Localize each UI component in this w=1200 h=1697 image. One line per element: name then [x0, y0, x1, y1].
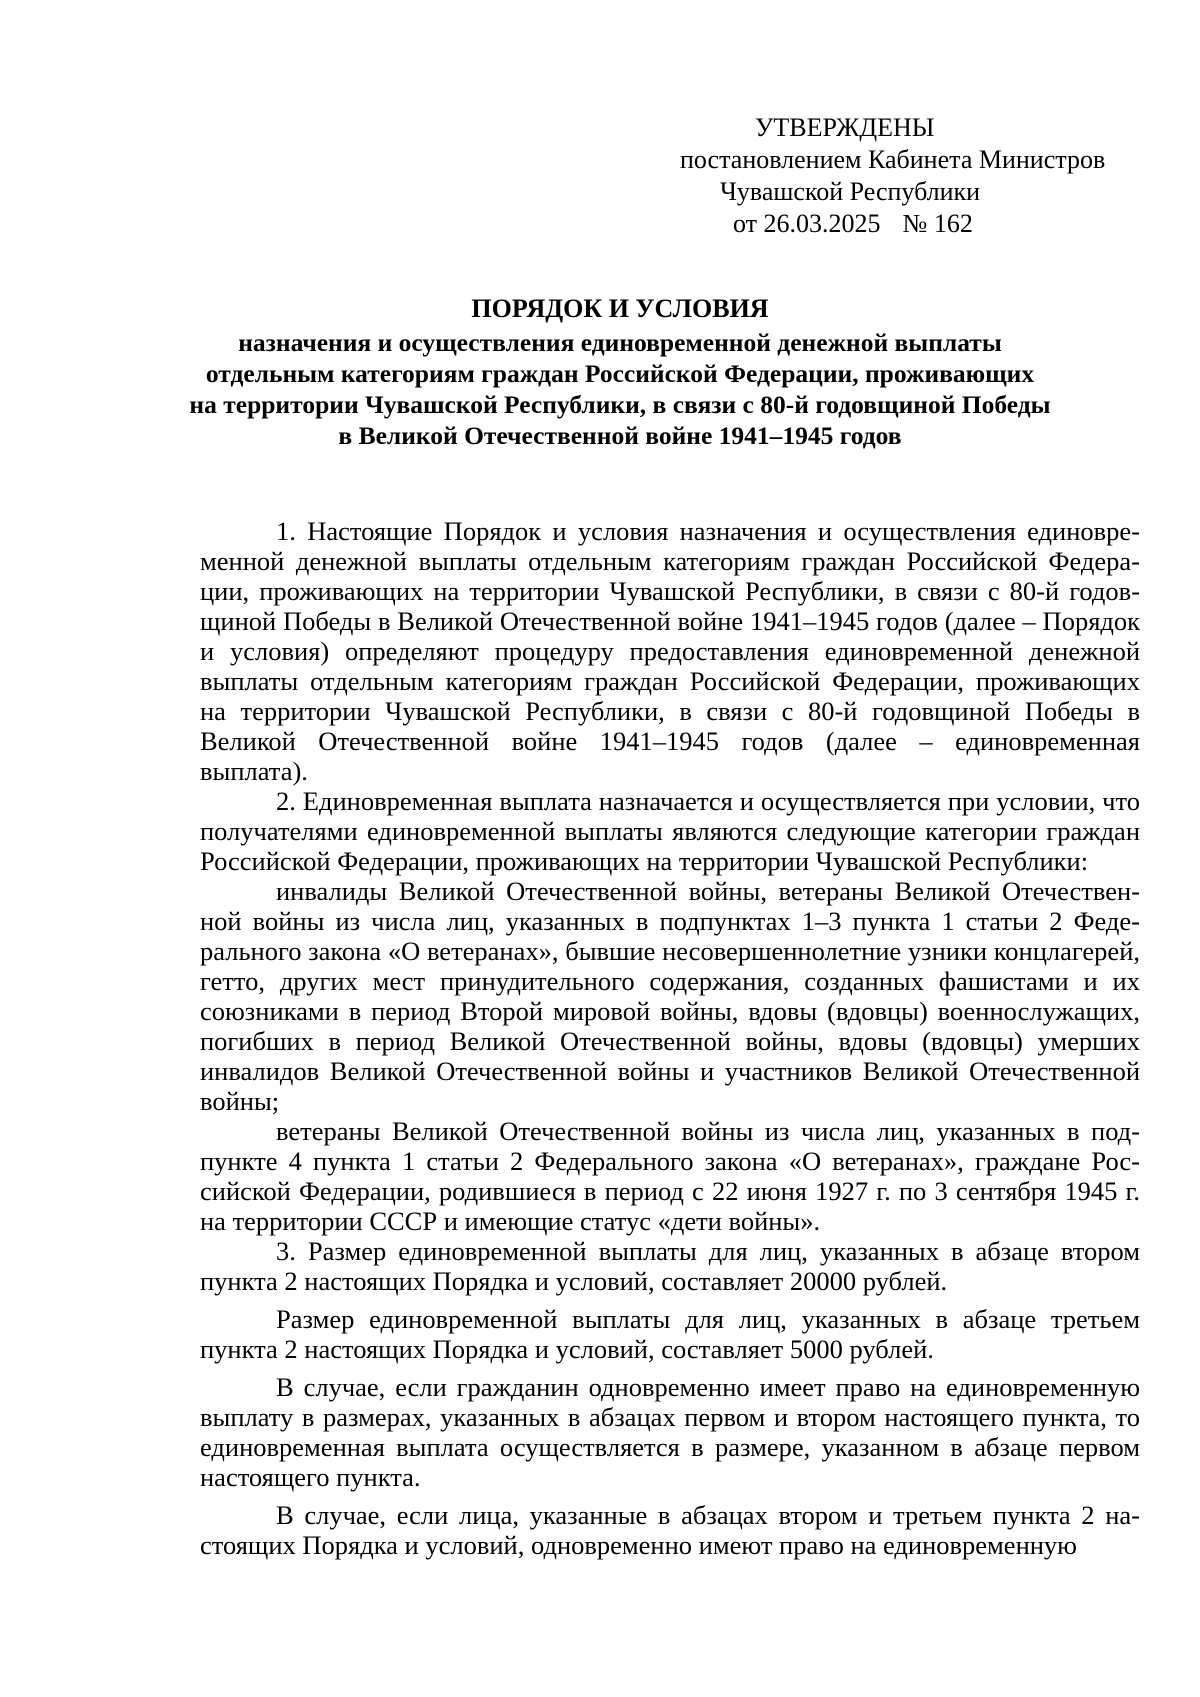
- title-line-3: на территории Чувашской Республики, в связи с 80-й годовщиной Победы: [189, 390, 1051, 419]
- paragraph-3-third: В случае, если гражданин одновременно имеет право на единовременную выплату в размерах, указанных в абзацах первом и втором настоящего пункта, то единовременная выплата осуществляется в размере, указанном в абзаце первом настоящего пункта.: [200, 1372, 1140, 1492]
- paragraph-2: 2. Единовременная выплата назначается и осуществляется при условии, что получателями единовременной выплаты являются следующие категории граждан Российской Федерации, проживающих на территории Чувашской Республики:: [200, 786, 1140, 876]
- paragraph-2-category-2: ветераны Великой Отечественной войны из числа лиц, указанных в подпункте 4 пункта 1 статьи 2 Федерального закона «О ветеранах», граждане Российской Федерации, родившиеся в период с 22 июня 1927 г. по 3 сентября 1945 г. на территории СССР и имеющие статус «дети войны».: [200, 1116, 1140, 1236]
- title-line-2: отдельным категориям граждан Российской Федерации, проживающих: [205, 359, 1035, 388]
- title-main: ПОРЯДОК И УСЛОВИЯ: [471, 294, 769, 323]
- paragraph-3-second: Размер единовременной выплаты для лиц, указанных в абзаце третьем пункта 2 настоящих Порядка и условий, составляет 5000 рублей.: [200, 1304, 1140, 1364]
- document-title: [150, 293, 1090, 451]
- approval-date: от 26.03.2025: [733, 209, 881, 238]
- paragraph-2-category-1: инвалиды Великой Отечественной войны, ветераны Великой Отечественной войны из числа лиц, указанных в подпунктах 1–3 пункта 1 статьи 2 Федерального закона «О ветеранах», бывшие несовершеннолетние узники концлагерей, гетто, других мест принудительного содержания, созданных фашистами и их союзниками в период Второй мировой войны, вдовы (вдовцы) военнослужащих, погибших в период Великой Отечественной войны, вдовы (вдовцы) умерших инвалидов Великой Отечественной войны и участников Великой Отечественной войны;: [200, 876, 1140, 1116]
- approval-date-number: [640, 208, 1140, 240]
- approval-heading: УТВЕРЖДЕНЫ: [755, 113, 935, 142]
- title-line-1: назначения и осуществления единовременной денежной выплаты: [238, 328, 1002, 357]
- approval-number: № 162: [902, 209, 973, 238]
- title-line-4: в Великой Отечественной войне 1941–1945 годов: [338, 421, 902, 450]
- paragraph-3: 3. Размер единовременной выплаты для лиц, указанных в абзаце втором пункта 2 настоящих Порядка и условий, составляет 20000 рублей.: [200, 1236, 1140, 1296]
- paragraph-1: 1. Настоящие Порядок и условия назначения и осуществления единовременной денежной выплаты отдельным категориям граждан Российской Федерации, проживающих на территории Чувашской Республики, в связи с 80-й годовщиной Победы в Великой Отечественной войне 1941–1945 годов (далее – Порядок и условия) определяют процедуру предоставления единовременной денежной выплаты отдельным категориям граждан Российской Федерации, проживающих на территории Чувашской Республики, в связи с 80-й годовщиной Победы в Великой Отечественной войне 1941–1945 годов (далее – единовременная выплата).: [200, 516, 1140, 786]
- document-body: [200, 516, 1140, 1560]
- approval-authority: постановлением Кабинета Министров: [680, 145, 1106, 174]
- approval-stamp: [640, 112, 1140, 240]
- approval-region: Чувашской Республики: [720, 177, 981, 206]
- paragraph-3-fourth: В случае, если лица, указанные в абзацах втором и третьем пункта 2 настоящих Порядка и условий, одновременно имеют право на единовременную: [200, 1500, 1140, 1560]
